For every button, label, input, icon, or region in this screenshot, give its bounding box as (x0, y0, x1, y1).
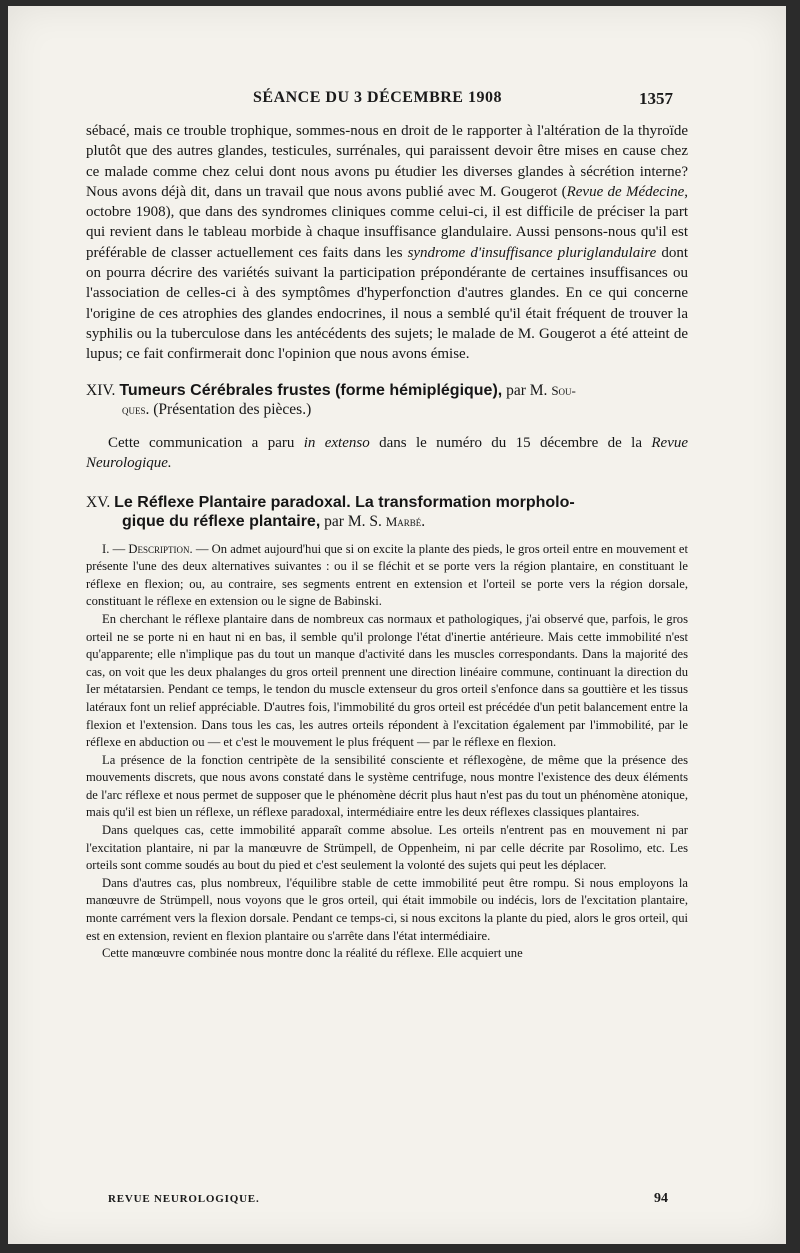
italic-run: Revue Neurologique. (86, 434, 689, 471)
page-number: 1357 (639, 89, 673, 108)
paragraph-text: La présence de la fonction centripète de la sensibilité consciente et réflexogène, de même que la présence des mouvements discrets, que nous avons constaté dans le système centrifuge, nous montre l'existence des deux éléments de l'arc réflexe et nous permet de supposer que le phénomène décrit plus haut n'est pas du tout un phénomène atonique, mais qu'il est bien un réflexe, un réflexe paradoxal, intermédiaire entre les deux réflexes classiques plantaires. (86, 752, 688, 820)
section-heading-continued (86, 400, 688, 419)
text-run: sébacé, mais ce trouble trophique, sommes-nous en droit de le rapporter à l'altération de la thyroïde plutôt que des autres glandes, testicules, surrénales, qui paraissent devoir être mises en cause chez ce malade comme chez celui dont nous avons pu étudier les diverses glandes à sécrétion interne? Nous avons déjà dit, dans un travail que nous avons publié avec M. Gougerot ( (86, 123, 688, 200)
page-footer (108, 1193, 668, 1213)
text-run: Cette communication a paru (108, 434, 304, 451)
section-author: Marbé (385, 513, 422, 529)
section-number: XV. (86, 493, 111, 511)
section-author: Sou- (551, 382, 576, 398)
section-xv-heading (86, 493, 688, 531)
text-run: , octobre 1908), que dans des syndromes cliniques comme celui-ci, il est difficile de préciser la part qui revient dans le tableau morbide à chaque insuffisance glandulaire. Aussi pensons-nous qu'il est préférable de classer actuellement ces faits dans les (86, 183, 688, 261)
continued-paragraph (86, 121, 688, 365)
paragraph-text: Cette manœuvre combinée nous montre donc la réalité du réflexe. Elle acquiert une (102, 946, 523, 961)
page-body (86, 121, 688, 963)
journal-signature: REVUE NEUROLOGIQUE. (108, 1193, 260, 1205)
section-xiv-heading (86, 381, 688, 419)
section-xv-body (86, 541, 688, 963)
section-heading-continued (86, 512, 688, 531)
section-title: Le Réflexe Plantaire paradoxal. La transformation morpholo- (114, 493, 575, 511)
section-title-cont: gique du réflexe plantaire, (122, 512, 321, 530)
xv-paragraph (86, 945, 688, 963)
xv-paragraph (86, 822, 688, 875)
paragraph-text: Dans quelques cas, cette immobilité apparaît comme absolue. Les orteils n'entrent pas en mouvement ni par l'excitation plantaire, ni par la manœuvre de Strümpell, de Oppenheim, ni par celle décrite par Rosolimo, etc. Les orteils sont comme soudés au bout du pied et c'est seulement la volonté des sujets qui peut les déplacer. (86, 823, 688, 873)
section-by: par M. S. (320, 512, 386, 530)
running-header (8, 89, 786, 113)
text-run: dont on pourra décrire des variétés suivant la participation prépondérante de certaines insuffisances ou l'association de celles-ci à des symptômes d'hyperfonction d'autres glandes. En ce qui concerne l'origine de ces atrophies des glandes endocrines, il nous a semblé qu'il était fréquent de trouver la syphilis ou la tuberculose dans les antécédents des sujets; le malade de M. Gougerot a été atteint de lupus; ce fait confirmerait donc l'opinion que nous avons émise. (86, 244, 689, 363)
xv-paragraph (86, 752, 688, 822)
xv-paragraph (86, 875, 688, 945)
paragraph-text: Dans d'autres cas, plus nombreux, l'équilibre stable de cette immobilité peut être rompu. Si nous employons la manœuvre de Strümpell, nous voyons que le gros orteil, qui était immobile ou indécis, lors de l'excitation plantaire, monte carrément vers la flexion dorsale. Pendant ce temps-ci, si nous excitons la plante du pied, alors le gros orteil, qui est en extension, revient en flexion plantaire ou s'arrête dans l'état intermédiaire. (86, 875, 688, 943)
italic-run: in extenso (303, 434, 370, 451)
document-page (8, 6, 786, 1244)
section-title: Tumeurs Cérébrales frustes (forme hémiplégique), (119, 381, 503, 399)
sheet-number: 94 (654, 1191, 668, 1206)
section-by: par M. (502, 381, 552, 399)
section-number: XIV. (86, 381, 116, 399)
paragraph-text: — On admet aujourd'hui que si on excite la plante des pieds, le gros orteil entre en mouvement et présente l'une des deux alternatives suivantes : ou il se fléchit et se porte vers la région plantaire, en constituant le réflexe en flexion; ou, au contraire, ses segments entrent en extension et l'orteil se porte vers la région dorsale, constituant le réflexe en extension ou le signe de Babinski. (86, 541, 688, 609)
xv-paragraph (86, 541, 688, 611)
section-end: . (421, 512, 426, 530)
italic-run: syndrome d'insuffisance pluriglandulaire (407, 244, 657, 261)
paragraph-text: En cherchant le réflexe plantaire dans de nombreux cas normaux et pathologiques, j'ai observé que, parfois, le gros orteil ne se porte ni en haut ni en bas, il semble qu'il prolonge l'état d'inertie antérieure. Mais cette immobilité n'est qu'apparente; elle n'implique pas du tout un manque d'activité dans les muscles correspondants. Dans la majorité des cas, on voit que les deux phalanges du gros orteil prennent une direction linéaire commune, continuant la direction du Ier métatarsien. Pendant ce temps, le tendon du muscle extenseur du gros orteil s'enfonce dans sa gouttière et les tissus latéraux font un relief appréciable. D'autres fois, l'immobilité du gros orteil est précédée d'un petit balancement entre la flexion et l'extension. Dans tous les cas, les autres orteils répondent à l'excitation également par l'immobilité, par le réflexe en abduction ou — et c'est le mouvement le plus fréquent — par le réflexe en flexion. (86, 611, 688, 750)
xv-paragraph (86, 611, 688, 752)
text-run: dans le numéro du 15 décembre de la (369, 434, 652, 451)
italic-run: Revue de Médecine (566, 183, 685, 200)
section-note: . (Présentation des pièces.) (145, 400, 312, 418)
section-xiv-body (86, 433, 688, 473)
paragraph-lead: I. — Description. (102, 541, 193, 556)
running-title: SÉANCE DU 3 DÉCEMBRE 1908 (253, 89, 502, 106)
section-author-cont: ques (122, 401, 146, 417)
